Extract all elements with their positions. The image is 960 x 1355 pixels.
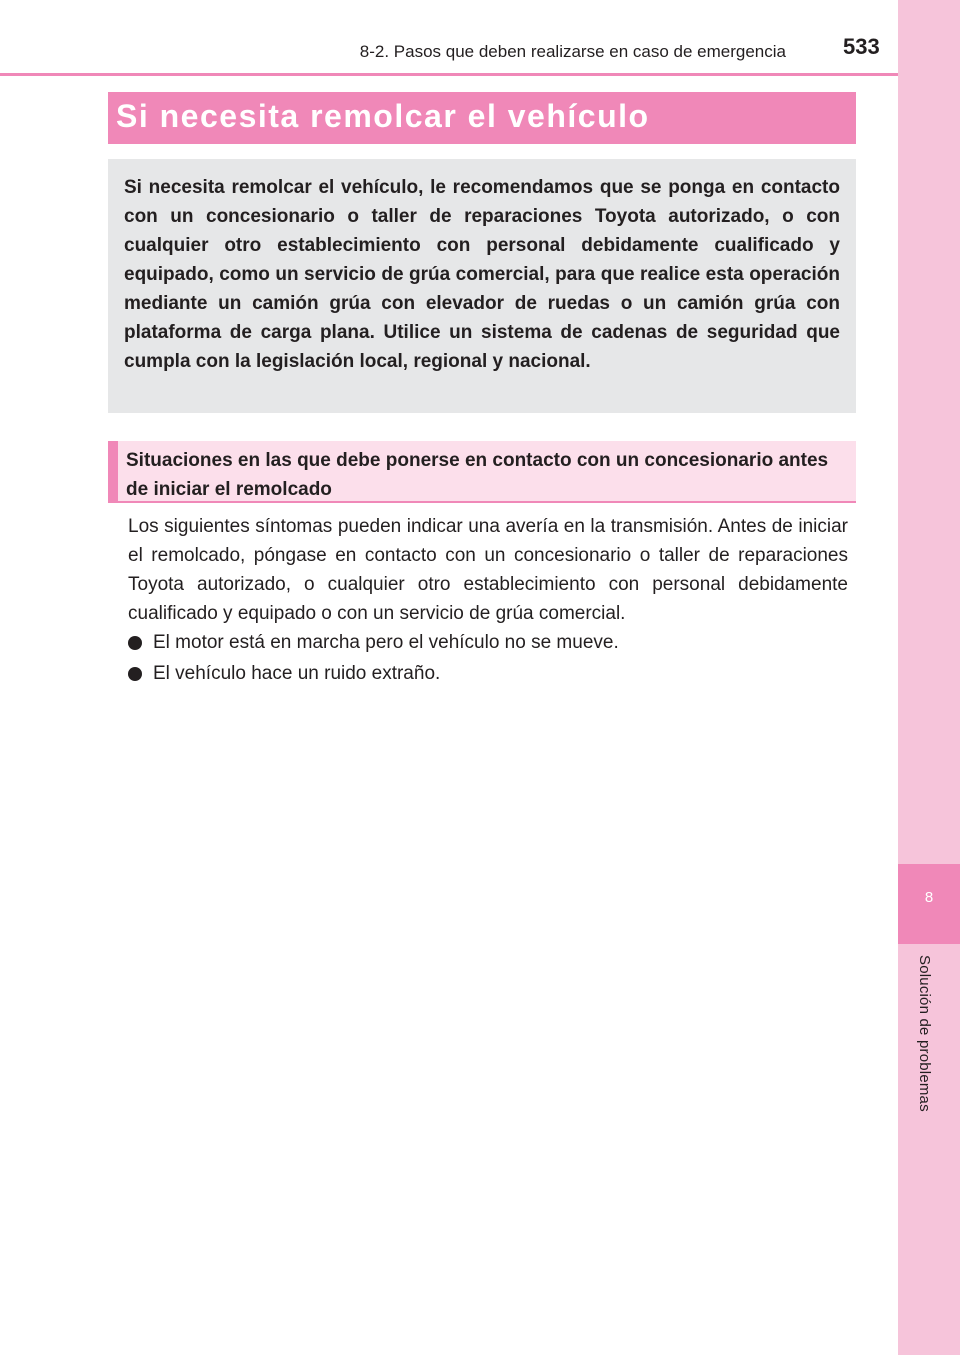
subsection-title: Situaciones en las que debe ponerse en contacto con un concesionario antes de iniciar el remolcado (126, 450, 829, 500)
page-number: 533 (843, 34, 880, 59)
chapter-tab[interactable]: 8 (898, 864, 960, 944)
header-rule (0, 73, 898, 76)
list-item-text: El vehículo hace un ruido extraño. (153, 663, 441, 684)
intro-box (108, 159, 856, 413)
subsection-body: Los siguientes síntomas pueden indicar una avería en la transmisión. Antes de iniciar el remolcado, póngase en contacto con un concesionario o taller de reparaciones Toyota autorizado, o cualquier otro establecimiento con personal debidamente cualificado y equipado o con un servicio de grúa comercial. (128, 516, 848, 624)
bullet-icon (128, 667, 142, 681)
subsection-header (108, 441, 856, 503)
intro-text: Si necesita remolcar el vehículo, le recomendamos que se ponga en contacto con un concesionario o taller de reparaciones Toyota autorizado, o con cualquier otro establecimiento con personal debidamente cualificado y equipado, como un servicio de grúa comercial, para que realice esta operación mediante un camión grúa con elevador de ruedas o un camión grúa con plataforma de carga plana. Utilice un sistema de cadenas de seguridad que cumpla con la legislación local, regional y nacional. (124, 177, 840, 372)
title-bar (108, 92, 856, 144)
list-item-text: El motor está en marcha pero el vehículo no se mueve. (153, 632, 619, 653)
page-title: Si necesita remolcar el vehículo (116, 98, 650, 134)
symptom-list (128, 628, 848, 690)
bullet-icon (128, 636, 142, 650)
subsection-accent (108, 441, 118, 501)
list-item (128, 659, 848, 688)
chapter-label: Solución de problemas (916, 955, 933, 1112)
list-item (128, 628, 848, 657)
side-strip (898, 0, 960, 1355)
section-path: 8-2. Pasos que deben realizarse en caso de emergencia (359, 42, 786, 61)
